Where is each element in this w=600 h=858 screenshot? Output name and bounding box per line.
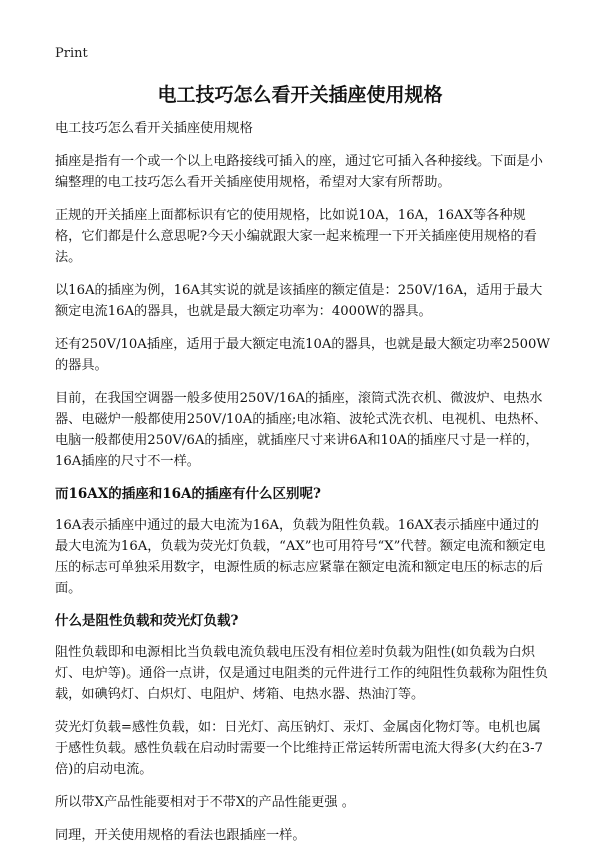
article-body [55, 118, 550, 858]
print-link[interactable]: Print [55, 46, 88, 61]
x-product-paragraph: 所以带X产品性能要相对于不带X的产品性能更强 。 [55, 795, 355, 810]
section-heading-load: 什么是阻性负载和荧光灯负载? [55, 613, 239, 629]
resistive-load-paragraph: 阻性负载即和电源相比当负载电流负载电压没有相位差时负载为阻性(如负载为白炽灯、电炉等)。通俗一点讲，仅是通过电阻类的元件进行工作的纯阻性负载称为阻性负载，如碘钨灯、白炽灯、电阻炉、烤箱、电热水器、热油汀等。 [55, 645, 549, 702]
article-subtitle: 电工技巧怎么看开关插座使用规格 [55, 121, 253, 136]
10a-paragraph: 还有250V/10A插座，适用于最大额定电流10A的器具，也就是最大额定功率2500W的器具。 [55, 337, 550, 373]
switch-paragraph: 同理，开关使用规格的看法也跟插座一样。 [55, 828, 306, 843]
16ax-paragraph: 16A表示插座中通过的最大电流为16A，负载为阻性负载。16AX表示插座中通过的最大电流为16A，负载为荧光灯负载，“AX”也可用符号“X”代替。额定电流和额定电压的标志可单独采用数字，电源性质的标志应紧靠在额定电流和额定电压的标志的后面。 [55, 518, 546, 596]
intro-paragraph: 插座是指有一个或一个以上电路接线可插入的座，通过它可插入各种接线。下面是小编整理的电工技巧怎么看开关插座使用规格，希望对大家有所帮助。 [55, 154, 543, 190]
spec-paragraph: 正规的开关插座上面都标识有它的使用规格，比如说10A，16A，16AX等各种规格，它们都是什么意思呢?今天小编就跟大家一起来梳理一下开关插座使用规格的看法。 [55, 208, 537, 265]
usage-paragraph: 目前，在我国空调器一般多使用250V/16A的插座，滚筒式洗衣机、微波炉、电热水器、电磁炉一般都使用250V/10A的插座;电冰箱、波轮式洗衣机、电视机、电热杯、电脑一般都使用250V/6A的插座，就插座尺寸来讲6A和10A的插座尺寸是一样的，16A插座的尺寸不一样。 [55, 391, 547, 469]
inductive-load-paragraph: 荧光灯负载=感性负载，如：日光灯、高压钠灯、汞灯、金属卤化物灯等。电机也属于感性负载。感性负载在启动时需要一个比维持正常运转所需电流大得多(大约在3-7倍)的启动电流。 [55, 720, 543, 777]
section-heading-16ax: 而16AX的插座和16A的插座有什么区别呢? [55, 486, 321, 502]
16a-paragraph: 以16A的插座为例，16A其实说的就是该插座的额定值是：250V/16A，适用于最大额定电流16A的器具，也就是最大额定功率为：4000W的器具。 [55, 283, 543, 319]
page-title: 电工技巧怎么看开关插座使用规格 [157, 84, 443, 106]
